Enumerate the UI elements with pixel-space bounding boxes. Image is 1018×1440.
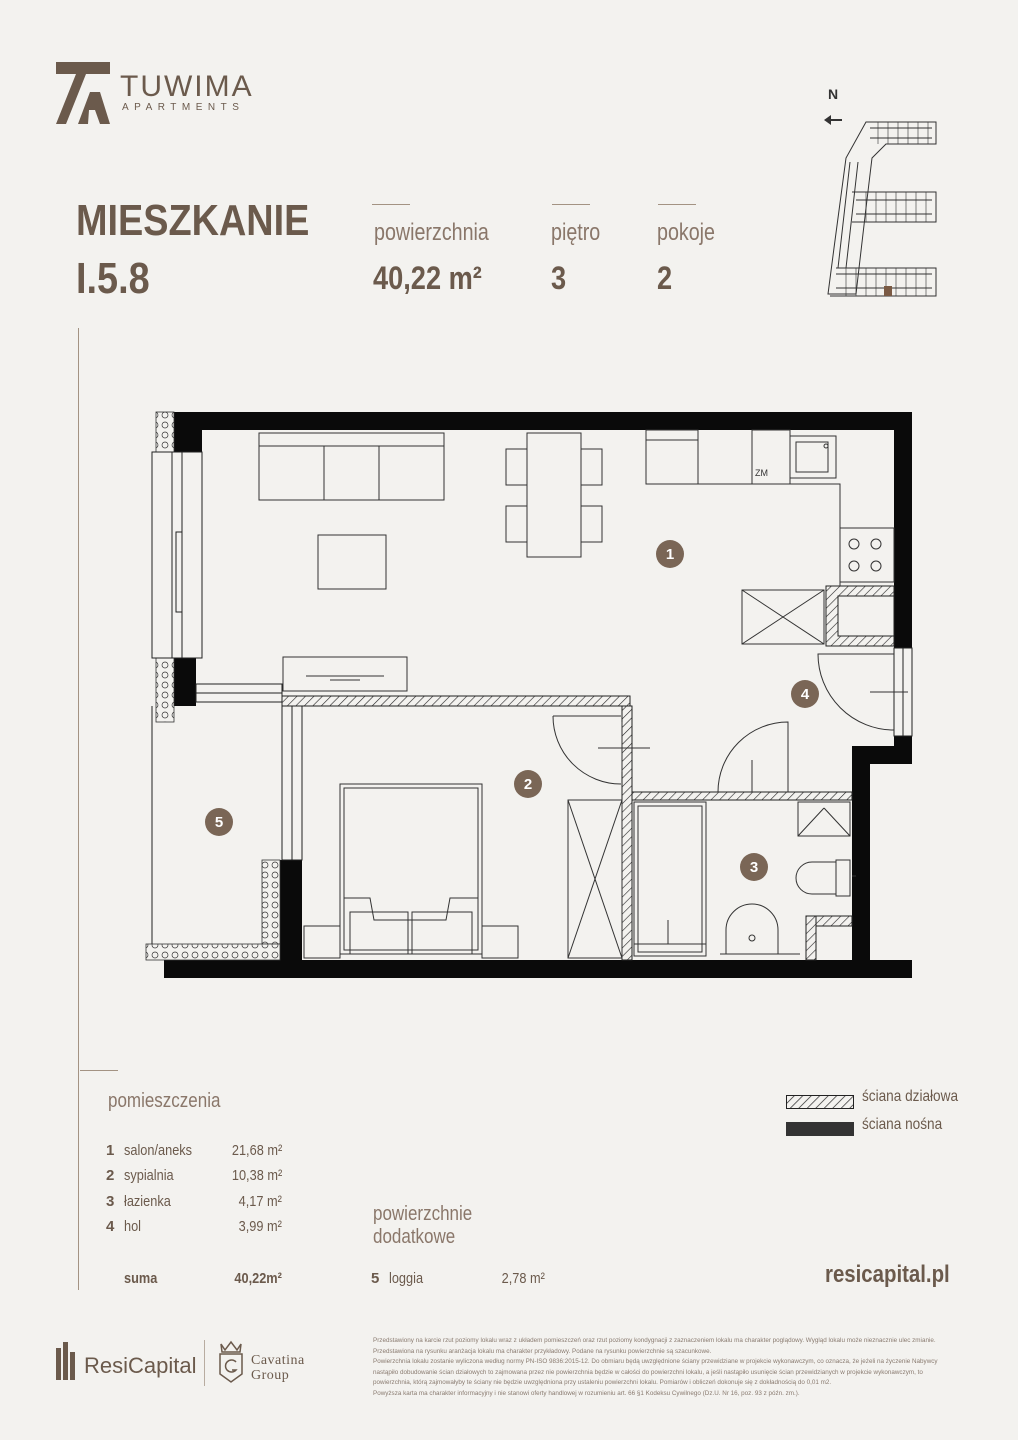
disclaimer-line: Przedstawiona na rysunku aranżacja lokalu ma charakter przykładowy. Podane na rysunku powierzchnie są szacunkowe. <box>373 1347 712 1355</box>
extra-row <box>371 1270 545 1290</box>
stat-value-rooms: 2 <box>657 260 673 296</box>
extra-area: 2,78 m² <box>501 1270 545 1287</box>
stat-divider <box>372 204 410 205</box>
stat-label-floor: piętro <box>551 219 601 246</box>
marker-2: 2 <box>523 776 533 793</box>
cavatina-logo-icon <box>218 1340 244 1384</box>
disclaimer-line: Powyższa karta ma charakter informacyjny i nie stanowi oferty handlowej w rozumieniu art. 66 §1 Kodeksu Cywilnego (Dz.U. Nr 16, poz. 93 z późn. zm.). <box>373 1389 800 1397</box>
compass-north-label: N <box>828 86 839 102</box>
sum-area: 40,22m² <box>234 1270 282 1287</box>
room-row <box>106 1142 282 1162</box>
room-row <box>106 1167 282 1187</box>
fridge-label: ZM <box>755 468 768 478</box>
sum-label: suma <box>124 1270 158 1287</box>
room-name: hol <box>124 1218 142 1235</box>
stat-label-rooms: pokoje <box>657 219 716 246</box>
room-name: łazienka <box>124 1193 171 1210</box>
room-num: 1 <box>106 1142 115 1159</box>
room-sum-row <box>106 1270 282 1290</box>
disclaimer <box>373 1336 953 1399</box>
website-link[interactable]: resicapital.pl <box>825 1261 950 1288</box>
marker-4: 4 <box>800 686 810 703</box>
stat-value-area: 40,22 m² <box>373 260 482 296</box>
marker-3: 3 <box>749 859 759 876</box>
footer-divider <box>204 1340 205 1386</box>
tuwima-logo-icon <box>56 62 110 124</box>
legend-hatched-swatch <box>786 1095 854 1109</box>
room-num: 2 <box>106 1167 115 1184</box>
extra-title-line2: dodatkowe <box>373 1226 456 1248</box>
extra-num: 5 <box>371 1270 380 1287</box>
extra-name: loggia <box>389 1270 424 1287</box>
cavatina-line2: Group <box>251 1368 290 1383</box>
apartment-number: I.5.8 <box>76 254 150 303</box>
stat-divider <box>658 204 696 205</box>
room-num: 3 <box>106 1193 115 1210</box>
room-area: 3,99 m² <box>238 1218 282 1235</box>
room-area: 21,68 m² <box>231 1142 282 1159</box>
legend-label-loadbearing: ściana nośna <box>862 1116 943 1133</box>
legend-label-partition: ściana działowa <box>862 1088 959 1105</box>
brand-name: TUWIMA <box>120 70 254 103</box>
extra-title <box>373 1203 472 1249</box>
marker-5: 5 <box>214 814 224 831</box>
disclaimer-line: Przedstawiony na karcie rzut poziomy lokalu wraz z układem pomieszczeń oraz rzut poziomy kondygnacji z zaznaczeniem lokalu ma charakter poglądowy. Wygląd lokalu może nieznacznie ulec zmianie. <box>373 1337 936 1344</box>
room-row <box>106 1193 282 1213</box>
marker-1: 1 <box>665 546 675 563</box>
disclaimer-line: Powierzchnia lokalu zostanie wyliczona według normy PN-ISO 9836:2015-12. Do obmiaru będą uwzględnione ściany przewidziane w projekcie wykonawczym, co oznacza, że jeżeli na życzenie Nabywcy nastąpiło dobudowanie ścian działowych to zajmowana przez nie powierzchnia będzie w całości do powierzchni lokalu, a jeśli nastąpiło usunięcie ścian przewidzianych w projekcie wykonawczym, to powierzchnia, którą zajmowałyby te ściany nie będzie uwzględniona przy ustaleniu powierzchni lokalu. Pomiarów i obliczeń dokonuje się z dokładnością do 0,01 m2. <box>373 1358 938 1386</box>
apartment-label: MIESZKANIE <box>76 196 310 245</box>
resicapital-name: ResiCapital <box>84 1353 197 1378</box>
left-divider-line <box>78 328 79 1290</box>
room-num: 4 <box>106 1218 115 1235</box>
building-keyplan-icon <box>826 118 938 300</box>
brand-sub: APARTMENTS <box>122 102 245 113</box>
room-area: 10,38 m² <box>231 1167 282 1184</box>
cavatina-name <box>251 1353 305 1383</box>
stat-label-area: powierzchnia <box>374 219 489 246</box>
room-row <box>106 1218 282 1238</box>
cavatina-line1: Cavatina <box>251 1353 305 1368</box>
rooms-title: pomieszczenia <box>108 1090 221 1112</box>
legend-solid-swatch <box>786 1122 854 1136</box>
extra-title-line1: powierzchnie <box>373 1203 473 1225</box>
room-name: sypialnia <box>124 1167 174 1184</box>
floor-plan <box>140 400 920 990</box>
room-area: 4,17 m² <box>238 1193 282 1210</box>
resicapital-logo-icon <box>56 1340 80 1380</box>
stat-divider <box>552 204 590 205</box>
stat-value-floor: 3 <box>551 260 567 296</box>
rooms-divider <box>80 1070 118 1071</box>
room-name: salon/aneks <box>124 1142 193 1159</box>
